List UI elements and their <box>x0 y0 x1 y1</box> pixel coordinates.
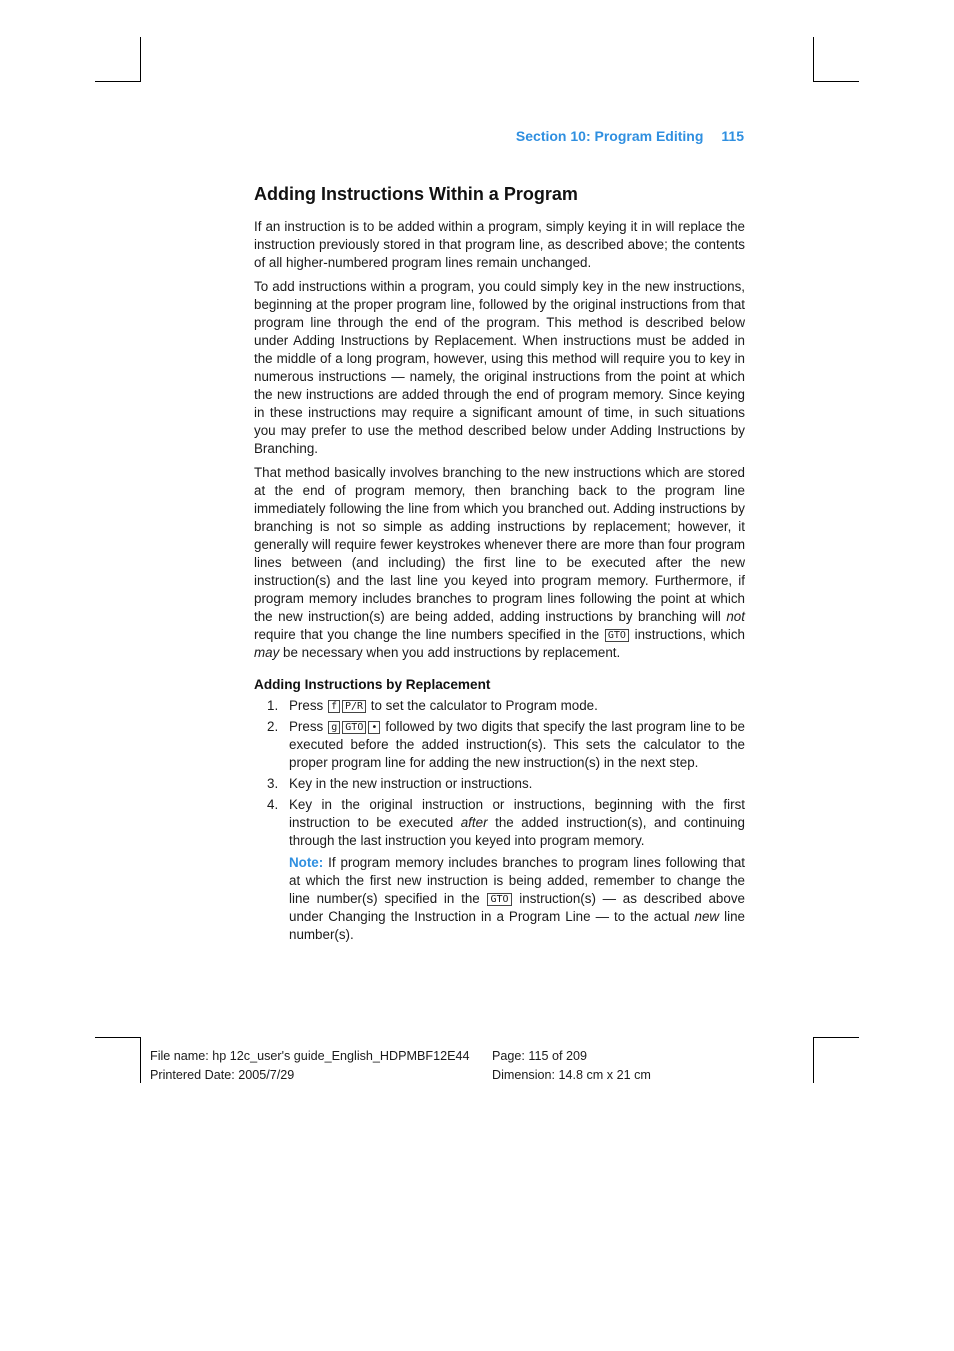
gto-key: GTO <box>342 721 366 734</box>
crop-mark-top-left-h <box>95 81 140 82</box>
footer-file-name: File name: hp 12c_user's guide_English_HDPMBF12E44 <box>150 1049 470 1063</box>
footer-printed-date: Printered Date: 2005/7/29 <box>150 1068 295 1082</box>
paragraph-2: To add instructions within a program, you could simply key in the new instructions, beginning at the proper program line, followed by the original instructions from that program line through the end of the program. This method is described below under Adding Instructions by Replacement. When instructions must be added in the middle of a long program, however, using this method will require you to key in numerous instructions — namely, the original instructions from the point at which the new instructions are added through the end of program memory. Since keying in these instructions may require a significant amount of time, in such situations you may prefer to use the method described below under Adding Instructions by Branching. <box>254 279 745 456</box>
page-title: Adding Instructions Within a Program <box>254 184 578 204</box>
page-content <box>254 182 745 944</box>
paragraph-3-text-c: instructions, which <box>634 627 745 642</box>
step-number: 4. <box>267 797 279 812</box>
emphasis-may: may <box>254 645 280 660</box>
step-2-post: followed by two digits that specify the last program line to be executed before the added instruction(s). This sets the calculator to the proper program line for adding the new instruction(s) in the next step. <box>289 719 745 770</box>
step-1 <box>254 697 745 715</box>
step-1-pre: Press <box>289 698 324 713</box>
emphasis-after: after <box>460 815 488 830</box>
pr-key: P/R <box>342 700 366 713</box>
crop-mark-top-right-v <box>813 37 814 82</box>
note-text-3: line number(s). <box>289 909 745 942</box>
section-title: Section 10: Program Editing <box>515 128 704 144</box>
running-head <box>440 128 744 144</box>
footer-right <box>492 1047 651 1085</box>
note-text-1: If program memory includes branches to program lines following that at which the first new instruction is being added, remember to change the line number(s) specified in the <box>289 855 745 906</box>
page-number: 115 <box>721 128 744 144</box>
footer-dimension: Dimension: 14.8 cm x 21 cm <box>492 1068 651 1082</box>
emphasis-new: new <box>694 909 720 924</box>
crop-mark-top-left-v <box>140 37 141 82</box>
step-2-pre: Press <box>289 719 324 734</box>
f-key: f <box>328 700 340 713</box>
crop-mark-bottom-right-h <box>813 1037 859 1038</box>
crop-mark-bottom-left-v <box>140 1037 141 1083</box>
paragraph-1: If an instruction is to be added within a program, simply keying it in will replace the instruction previously stored in that program line, as described above; the contents of all higher-numbered program lines remain unchanged. <box>254 219 745 270</box>
step-4-post: the added instruction(s), and continuing through the last instruction you keyed into program memory. <box>289 815 745 848</box>
step-number: 2. <box>267 719 279 734</box>
step-1-post: to set the calculator to Program mode. <box>370 698 598 713</box>
note-text-2: instruction(s) — as described above under Changing the Instruction in a Program Line — to the actual <box>289 891 745 924</box>
note <box>254 854 745 944</box>
paragraph-3-text-a: That method basically involves branching to the new instructions which are stored at the end of program memory, then branching back to the program line immediately following the line from which you branched out. Adding instructions by branching is not so simple as adding instructions by replacement; however, it generally will require fewer keystrokes whenever there are more than four program lines between (and including) the first line to be executed after the new instruction(s) and the last line you keyed into program memory. Furthermore, if program memory includes branches to program lines following the point at which the new instruction(s) are being added, adding instructions by branching will <box>254 465 745 624</box>
crop-mark-bottom-right-v <box>813 1037 814 1083</box>
paragraph-3 <box>254 464 745 662</box>
paragraph-3-text-d: be necessary when you add instructions by replacement. <box>283 645 621 660</box>
note-label: Note: <box>289 855 324 870</box>
gto-key: GTO <box>605 629 629 642</box>
dot-key: • <box>368 721 380 734</box>
footer-left <box>150 1047 470 1085</box>
crop-mark-bottom-left-h <box>95 1037 140 1038</box>
g-key: g <box>328 721 340 734</box>
step-3 <box>254 775 745 793</box>
step-number: 1. <box>267 698 279 713</box>
step-4 <box>254 796 745 850</box>
crop-mark-top-right-h <box>813 81 859 82</box>
step-number: 3. <box>267 776 279 791</box>
step-3-text: Key in the new instruction or instructions. <box>289 776 533 791</box>
emphasis-not: not <box>726 609 745 624</box>
footer-page: Page: 115 of 209 <box>492 1049 587 1063</box>
subsection-heading: Adding Instructions by Replacement <box>254 677 491 692</box>
step-4-pre: Key in the original instruction or instructions, beginning with the first instruction to be executed <box>289 797 745 830</box>
gto-key: GTO <box>487 893 511 906</box>
paragraph-3-text-b: require that you change the line numbers specified in the <box>254 627 600 642</box>
steps-list <box>254 697 745 850</box>
step-2 <box>254 718 745 772</box>
